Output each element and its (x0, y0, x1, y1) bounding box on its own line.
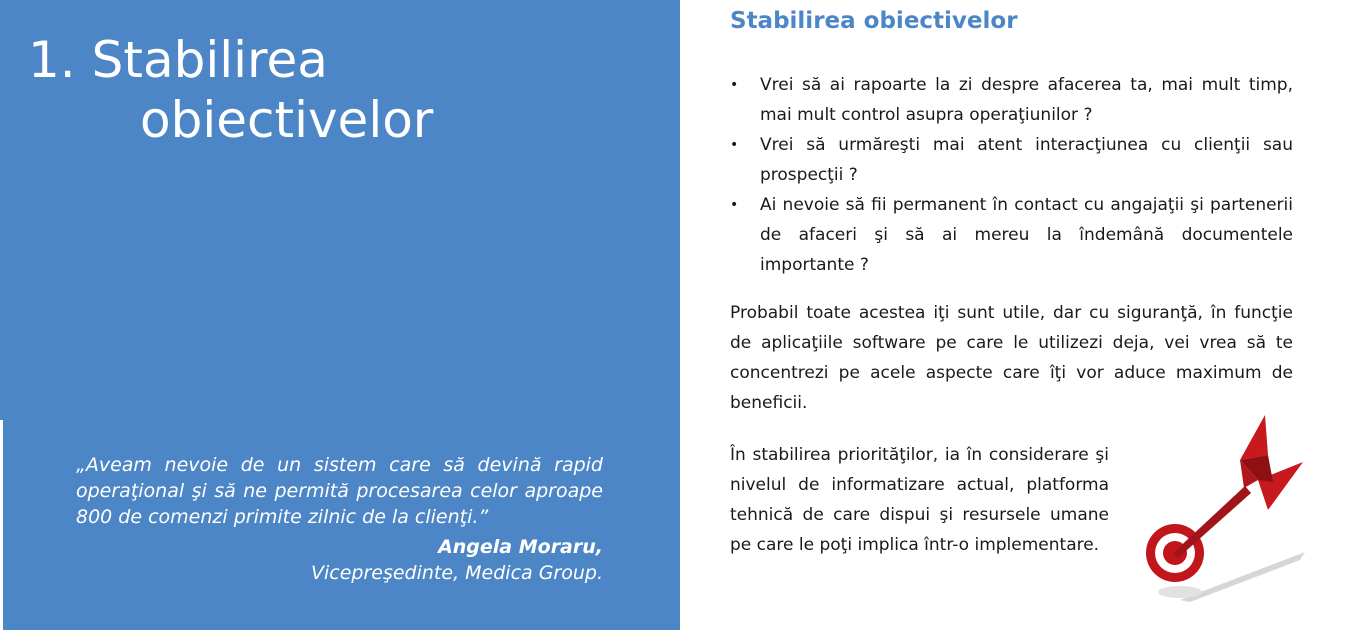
section-heading: Stabilirea obiectivelor (730, 8, 1018, 34)
target-shadow (1158, 586, 1202, 598)
list-item (730, 190, 1293, 280)
bullet-icon: • (730, 197, 739, 213)
bullet-icon: • (730, 77, 739, 93)
quote-text: „Aveam nevoie de un sistem care să devină rapid operaţional şi să ne permită procesarea celor aproape 800 de comenzi primite zilnic de la clienţi.” (76, 454, 603, 528)
question-list (730, 70, 1293, 280)
chapter-title-line-1: 1. Stabilirea (28, 31, 328, 89)
list-item-text: Ai nevoie să fii permanent în contact cu angajaţii şi partenerii de afaceri şi să ai mereu la îndemână documentele importante ? (760, 195, 1293, 275)
chapter-title-line-2: obiectivelor (140, 91, 434, 149)
author-role: Vicepreşedinte, Medica Group. (310, 562, 603, 584)
dart-fletching-top (1240, 415, 1268, 460)
list-item (730, 130, 1293, 190)
quote-attribution (76, 534, 603, 586)
bullet-icon: • (730, 137, 739, 153)
panel-edge-notch (0, 420, 3, 630)
dart-shaft (1173, 486, 1251, 558)
dart-target-icon (1140, 410, 1320, 605)
body-paragraph-1: Probabil toate acestea iţi sunt utile, dar cu siguranţă, în funcţie de aplicaţiile software pe care le utilizezi deja, vei vrea să te concentrezi pe acele aspecte care îţi vor aduce maximum de beneficii. (730, 303, 1293, 413)
list-item-text: Vrei să urmăreşti mai atent interacţiunea cu clienţii sau prospecţii ? (760, 135, 1293, 185)
testimonial-quote (76, 452, 603, 586)
list-item (730, 70, 1293, 130)
author-name: Angela Moraru, (438, 536, 603, 558)
list-item-text: Vrei să ai rapoarte la zi despre afacerea ta, mai mult timp, mai mult control asupra operaţiunilor ? (760, 75, 1293, 125)
body-paragraph-2: În stabilirea priorităţilor, ia în considerare şi nivelul de informatizare actual, platforma tehnică de care dispui şi resursele umane pe care le poţi implica într-o implementare. (730, 445, 1109, 555)
chapter-title (28, 30, 433, 150)
